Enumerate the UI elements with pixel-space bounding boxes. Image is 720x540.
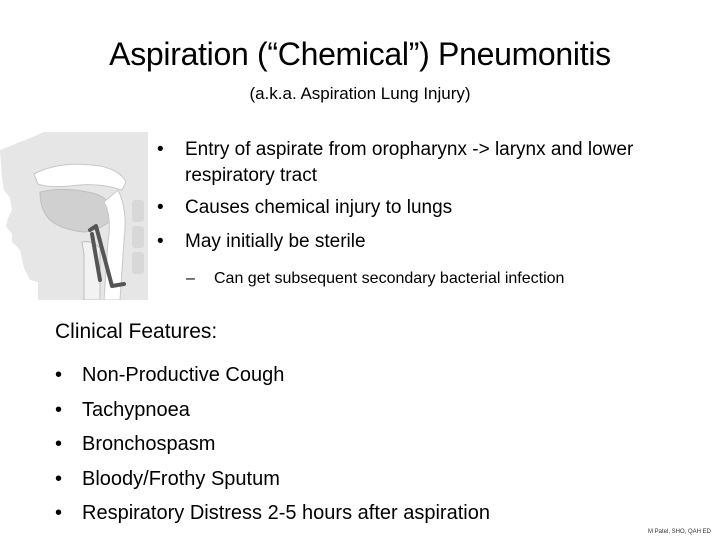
top-bullet-list [157, 137, 677, 263]
bullet-icon: • [55, 467, 63, 490]
list-item [55, 496, 490, 531]
list-item [157, 137, 677, 189]
feature-text: Respiratory Distress 2-5 hours after aspiration [82, 502, 490, 524]
bullet-icon: • [55, 398, 63, 421]
bullet-text: Causes chemical injury to lungs [185, 197, 453, 218]
vertebra [132, 252, 144, 274]
sub-bullet-text: Can get subsequent secondary bacterial infection [214, 270, 565, 287]
sub-bullet [186, 268, 564, 290]
airway-illustration [0, 130, 148, 300]
list-item [157, 195, 677, 221]
list-item [157, 229, 677, 255]
bullet-icon: • [157, 231, 164, 252]
bullet-text: Entry of aspirate from oropharynx -> larynx and lower respiratory tract [185, 139, 634, 186]
feature-text: Bronchospasm [82, 433, 216, 455]
bullet-icon: • [55, 502, 63, 524]
bullet-icon: • [157, 197, 164, 218]
feature-text: Non-Productive Cough [82, 364, 285, 386]
dash-icon: – [186, 270, 195, 287]
clinical-features-list [55, 358, 490, 531]
feature-text: Bloody/Frothy Sputum [82, 467, 280, 490]
slide-title: Aspiration (“Chemical”) Pneumonitis [109, 36, 611, 72]
bullet-icon: • [55, 433, 63, 455]
bullet-icon: • [157, 139, 164, 160]
bullet-text: May initially be sterile [185, 231, 366, 252]
bullet-icon: • [55, 364, 63, 386]
list-item [55, 358, 490, 393]
section-heading: Clinical Features: [55, 320, 218, 343]
list-item [55, 393, 490, 428]
list-item [55, 462, 490, 497]
slide-subtitle: (a.k.a. Aspiration Lung Injury) [249, 84, 471, 103]
vertebra [132, 226, 144, 248]
footer-credit: M Patel, SHO, QAH ED [647, 529, 711, 535]
list-item [55, 427, 490, 462]
feature-text: Tachypnoea [82, 398, 190, 421]
vertebra [132, 200, 144, 222]
